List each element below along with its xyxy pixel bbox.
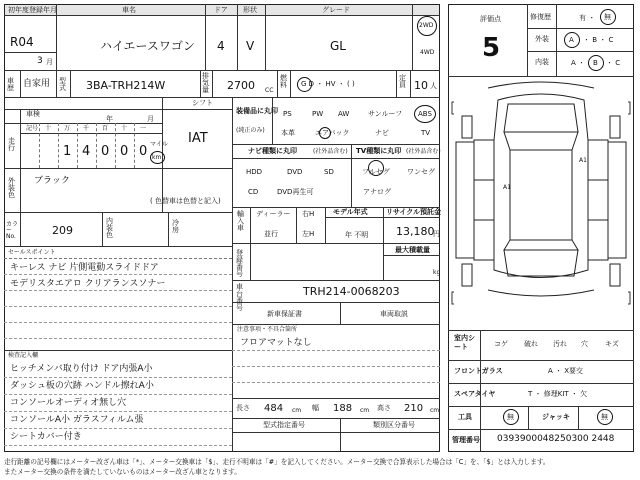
length-value: 484 [264, 403, 284, 414]
repair-options: 有 ・ [579, 14, 596, 22]
jack-selected: 無 [601, 413, 608, 421]
mileage-digit-header: 一 [140, 125, 147, 132]
mileage-digit-divider [115, 123, 116, 168]
inspector-note-line: ダッシュ板の穴跡 ハンドル擦れA小 [10, 381, 154, 391]
mileage-digit-header: 百 [102, 125, 109, 132]
inspector-note-line: コンソールオーディオ無し穴 [10, 398, 127, 408]
airbag-circle [319, 127, 331, 139]
windshield-items: A ・ X要交 [548, 367, 584, 375]
interior-selected: B [593, 59, 598, 67]
seat-damage-item: コゲ [494, 340, 508, 348]
spare-label: スペアタイヤ [454, 390, 496, 398]
shaken-month-unit: 月 [147, 115, 154, 123]
displacement-label: 排気量 [202, 72, 209, 94]
reg-no-label: 登録番号 [236, 249, 243, 278]
shape-value: V [246, 39, 255, 53]
height-label: 高さ [377, 404, 391, 412]
inspector-notes-label: 検査記入欄 [8, 352, 39, 359]
capacity-label: 定員 [399, 74, 406, 89]
door-label: ドア [214, 6, 228, 14]
notes-value: フロアマットなし [240, 338, 312, 348]
grade-label: グレード [322, 6, 350, 14]
first-reg-label: 初年度登録年月 [8, 6, 57, 14]
unknown-label: 年 不明 [345, 231, 369, 239]
shift-value: IAT [188, 131, 208, 146]
vehicle-damage-diagram [448, 80, 634, 324]
equipment-item: PS [283, 110, 292, 118]
length-label: 長さ [236, 404, 250, 412]
interior-options-a: A ・ [571, 59, 586, 67]
nav-subtitle: (社外品含む) [313, 148, 348, 155]
inspector-note-rule [4, 445, 232, 446]
right-h-label: 右H [302, 210, 315, 218]
seat-damage-item: 穴 [581, 340, 588, 348]
use-label: 車歴 [7, 77, 14, 92]
inspector-note-rule [4, 411, 232, 412]
mileage-digit: 0 [120, 144, 129, 159]
spare-items: T ・ 修理KIT ・ 欠 [528, 390, 588, 398]
interior-color-label: 内装色 [106, 217, 113, 239]
footer-line-2: またメーター交換の条件を満たしていないものはメーター改ざん車となります。 [4, 468, 241, 476]
use-value: 自家用 [23, 79, 51, 89]
mileage-digit: 0 [139, 144, 148, 159]
exterior-color-value: ブラック [34, 176, 70, 186]
recycle-unit: 円 [433, 230, 440, 238]
parallel-label: 並行 [264, 230, 278, 238]
jack-label: ジャッキ [542, 413, 570, 421]
equipment-item: エアバック [315, 129, 350, 137]
color-change-note: ( 色替車は色替と記入) [150, 197, 221, 205]
shaken-label: 車検 [26, 110, 40, 118]
width-label: 幅 [312, 404, 319, 412]
tv-title: TV種類に丸印 [356, 147, 402, 155]
color-no-label: カラーNo. [6, 221, 19, 240]
exterior-selected: A [569, 36, 574, 44]
equipment-item: ナビ [375, 129, 389, 137]
import-label: 輸入車 [237, 210, 244, 232]
equipment-subtitle: (純正のみ) [236, 127, 265, 134]
drive-2wd: 2WD [419, 22, 434, 29]
exterior-options: ・ B ・ C [583, 36, 614, 44]
cold-label: 冷房 [172, 219, 179, 234]
equipment-item: 本革 [281, 129, 295, 137]
mark-a1-right: A1 [579, 157, 587, 164]
mileage-digit-divider [96, 123, 97, 168]
repair-selected: 無 [604, 13, 611, 21]
month-unit: 月 [46, 58, 53, 66]
score-value: 5 [482, 33, 501, 63]
nav-item: SD [324, 168, 334, 176]
sales-point-line-2: モデリスタエアロ クリアランスソナー [10, 279, 166, 289]
repair-label: 修復歴 [530, 13, 551, 21]
seat-damage-item: キズ [605, 340, 619, 348]
mileage-digit: 4 [82, 144, 91, 159]
equipment-item: AW [338, 110, 350, 118]
first-reg-value: R04 [10, 35, 34, 49]
mileage-digit-divider [134, 123, 135, 168]
nav-title: ナビ種類に丸印 [248, 147, 297, 155]
mileage-unit-mile: マイル [150, 141, 168, 148]
inspector-note-line: コンソールA小 ガラスフィルム張 [10, 415, 144, 425]
color-no-value: 209 [52, 224, 73, 237]
chassis-value: TRH214-0068203 [303, 285, 400, 298]
sales-points-label: セールスポイント [8, 249, 56, 256]
model-value: 3BA-TRH214W [86, 79, 166, 92]
mileage-digit: 0 [101, 144, 110, 159]
tv-item: アナログ [363, 188, 391, 196]
recycle-label: リサイクル預託金 [386, 208, 442, 216]
exterior-color-label: 外装色 [8, 177, 15, 199]
windshield-label: フロントガラス [454, 367, 503, 375]
displacement-unit: CC [265, 87, 274, 94]
nav-item: DVD [287, 168, 303, 176]
drive-4wd: 4WD [420, 49, 435, 56]
capacity-value: 10 [414, 79, 428, 92]
type-designation-label: 型式指定番号 [263, 421, 305, 429]
mileage-digit-divider [58, 123, 59, 168]
shape-label: 形状 [243, 6, 257, 14]
equipment-title: 装備品に丸印 [236, 107, 278, 115]
notes-label: 注意事項・不具合箇所 [237, 326, 298, 333]
mileage-digit-header: 万 [64, 125, 71, 132]
footer-line-1: 走行距離の記号欄にはメーター改ざん車は「*」、メーター交換車は「$」、走行不明車は「#」を記入してください。メーター交換で合算表示した場合は「C」を、「$」とは入力します。 [4, 458, 550, 466]
mileage-unit-km: km [152, 154, 162, 161]
mark-a1-left: A1 [503, 184, 511, 191]
tools-selected: 無 [507, 413, 514, 421]
manual-label: 車両取説 [380, 310, 408, 318]
score-label: 評価点 [480, 15, 501, 23]
category-label: 類別区分番号 [373, 421, 415, 429]
control-no-label: 管理番号 [452, 436, 480, 444]
length-unit: cm [292, 407, 302, 414]
width-value: 188 [333, 403, 353, 414]
mileage-digit-header: 千 [83, 125, 90, 132]
fullseg-circle [368, 160, 384, 176]
model-label: 型式 [59, 77, 66, 92]
interior-grade-label: 内装 [535, 58, 549, 66]
warranty-label: 新車保証書 [267, 310, 302, 318]
mileage-digit-header: 十 [45, 125, 52, 132]
nav-item: DVD再生可 [277, 188, 314, 196]
equipment-item: TV [421, 129, 431, 137]
equipment-item: PW [312, 110, 324, 118]
mileage-digit-divider [39, 123, 40, 168]
seat-damage-item: 破れ [524, 340, 538, 348]
mileage-digit: 1 [63, 144, 72, 159]
max-load-unit: kg [433, 269, 441, 276]
left-h-label: 左H [302, 230, 315, 238]
tv-item: ワンセグ [407, 168, 435, 176]
height-unit: cm [430, 407, 440, 414]
first-reg-month: 3 [37, 56, 43, 66]
door-value: 4 [217, 39, 225, 53]
interior-options-c: ・ C [606, 59, 621, 67]
exterior-grade-label: 外装 [535, 35, 549, 43]
abs-circle [414, 105, 436, 123]
fuel-options: G D ・ HV ・ ( ) [301, 80, 355, 88]
inspector-note-rule [4, 394, 232, 395]
tv-subtitle: (社外品含む) [406, 148, 441, 155]
nav-item: CD [248, 188, 259, 196]
equipment-item: サンルーフ [368, 110, 403, 118]
chassis-label: 車台番号 [236, 283, 243, 312]
mileage-label: 走行 [8, 137, 15, 152]
inspector-note-rule [4, 428, 232, 429]
shift-label: シフト [192, 99, 213, 107]
mileage-digit-header: 記号 [26, 125, 39, 132]
sales-point-line-1: キーレス ナビ 片側電動スライドドア [10, 263, 159, 273]
car-name-label: 車名 [122, 6, 136, 14]
equipment-item: ABS [418, 110, 432, 118]
shaken-year-unit: 年 [106, 115, 113, 123]
displacement-value: 2700 [227, 79, 255, 92]
width-unit: cm [360, 407, 370, 414]
mileage-digit-divider [77, 123, 78, 168]
fuel-label: 燃料 [280, 74, 287, 89]
recycle-value: 13,180 [396, 225, 435, 238]
inspector-note-line: ヒッチメンバ取り付け ドア内張A小 [10, 364, 153, 374]
mileage-digit-header: 十 [121, 125, 128, 132]
max-load-label: 最大積載量 [395, 246, 430, 254]
grade-value: GL [330, 39, 346, 53]
model-year-label: モデル年式 [333, 208, 368, 216]
height-value: 210 [404, 403, 424, 414]
car-name-value: ハイエースワゴン [100, 39, 195, 53]
seat-damage-item: 汚れ [553, 340, 567, 348]
tv-item: フルセグ [362, 168, 390, 176]
inspector-note-rule [4, 377, 232, 378]
dealer-label: ディーラー [256, 210, 291, 218]
tools-label: 工具 [458, 413, 472, 421]
capacity-unit: 人 [430, 82, 437, 90]
nav-item: HDD [246, 168, 263, 176]
seat-label: 室内シート [454, 334, 475, 352]
inspector-note-line: シートカバー付き [10, 432, 82, 442]
control-no-value: 0393900048250300 2448 [497, 434, 615, 444]
